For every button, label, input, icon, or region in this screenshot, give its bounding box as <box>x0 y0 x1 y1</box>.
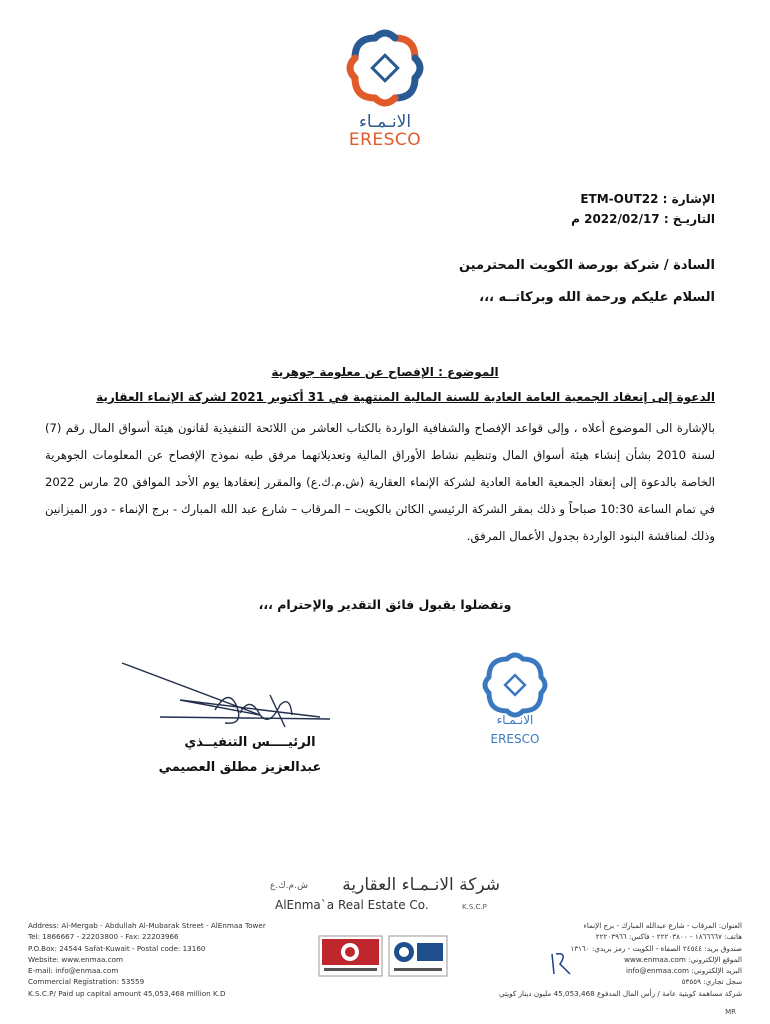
signatory-title: الرئيــــس التنفيــذي <box>184 735 316 750</box>
footer-company-english: AlEnma`a Real Estate Co. <box>275 898 429 912</box>
handwritten-signature-icon <box>120 655 370 745</box>
footer-right-line: صندوق بريد: ٢٤٥٤٤ الصفاة - الكويت - رمز بريدي: ١٣١٦٠ <box>570 943 742 953</box>
footer-right-line: البريد الإلكتروني: info@enmaa.com <box>625 966 742 976</box>
stamp-english-text: ERESCO <box>490 732 540 746</box>
invitation-heading: الدعوة إلى إنعقاد الجمعية العامة العادية للسنة المالية المنتهية في 31 أكتوبر 2021 لشركة الإنماء العقارية <box>96 390 715 404</box>
greeting: السلام عليكم ورحمة الله وبركاتــه ،،، <box>479 290 715 305</box>
logo-english-text: ERESCO <box>348 130 422 150</box>
reference-number: الإشارة : ETM-OUT22 <box>580 192 715 206</box>
letter-date: التاريـخ : 2022/02/17 م <box>571 212 715 226</box>
stamp-arabic-text: الانـمـاء <box>496 713 534 727</box>
document-mark: MR <box>725 1008 736 1016</box>
letter-body: بالإشارة الى الموضوع أعلاه ، وإلى قواعد الإفصاح والشفافية الواردة بالكتاب العاشر من اللائحة التنفيذية لقانون هيئة أسواق المال رقم (7) لسنة 2010 بشأن إنشاء هيئة أسواق المال وتنظيم نشاط الأوراق المالية وتعديلاتهما مرفق طيه نموذج الإفصاح عن المعلومات الجوهرية الخاصة بالدعوة إلى إنعقاد الجمعية العامة العادية لشركة الإنماء العقارية (ش.م.ك.ع) والمقرر إنعقادها يوم الأحد الموافق 20 مارس 2022 في تمام الساعة 10:30 صباحاً و ذلك بمقر الشركة الرئيسي الكائن بالكويت – المرقاب – شارع عبد الله المبارك - برج الإنماء - دور الميزانين وذلك لمناقشة البنود الواردة بجدول الأعمال المرفق. <box>45 421 715 543</box>
footer-company-arabic-suffix: ش.م.ك.ع <box>270 881 308 891</box>
footer-right-line: العنوان: المرقاب - شارع عبدالله المبارك - برج الإنماء <box>583 921 742 930</box>
footer-left-line: P.O.Box: 24544 Safat-Kuwait - Postal code: 13160 <box>28 943 206 953</box>
addressee: السادة / شركة بورصة الكويت المحترمين <box>458 258 715 273</box>
footer-left-line: Address: Al-Mergab - Abdullah Al-Mubarak Street - AlEnmaa Tower <box>28 921 266 930</box>
footer-right-line: هاتف: ١٨٦٦٦٦٧ - ٢٢٢٠٣٨٠٠ - فاكس: ٢٢٢٠٣٩٦٦ <box>595 932 742 942</box>
footer-left-line: K.S.C.P/ Paid up capital amount 45,053,468 million K.D <box>28 988 226 998</box>
logo-arabic-text: الانـمـاء <box>358 112 412 132</box>
footer-right-line: الموقع الإلكتروني: www.enmaa.com <box>624 954 742 964</box>
certification-logo-icon <box>318 935 383 977</box>
signatory-name: عبدالعزيز مطلق العصيمي <box>158 760 322 775</box>
uaf-accreditation-logo-icon <box>388 935 448 977</box>
company-stamp-icon <box>455 640 575 770</box>
footer-right-line: سجل تجاري: ٥٣٥٥٩ <box>681 977 742 987</box>
footer-left-line: Tel: 1866667 - 22203800 - Fax: 22203966 <box>28 932 179 942</box>
footer-right-line: شركة مساهمة كويتية عامة / رأس المال المدفوع 45,053,468 مليون دينار كويتي <box>498 988 742 998</box>
footer-company-english-suffix: K.S.C.P <box>462 903 487 911</box>
footer-left-line: E-mail: info@enmaa.com <box>28 966 119 976</box>
footer-left-line: Commercial Registration: 53559 <box>28 977 145 987</box>
footer-left-line: Website: www.enmaa.com <box>28 954 124 964</box>
closing-line: وتفضلوا بقبول فائق التقدير والإحترام ،،، <box>258 597 512 612</box>
footer-contact-english <box>28 920 266 999</box>
footer-contact-arabic <box>498 920 742 999</box>
subject-line: الموضوع : الإفصاح عن معلومة جوهرية <box>271 365 499 379</box>
footer-company-arabic: شركة الانـمـاء العقارية <box>342 875 500 895</box>
